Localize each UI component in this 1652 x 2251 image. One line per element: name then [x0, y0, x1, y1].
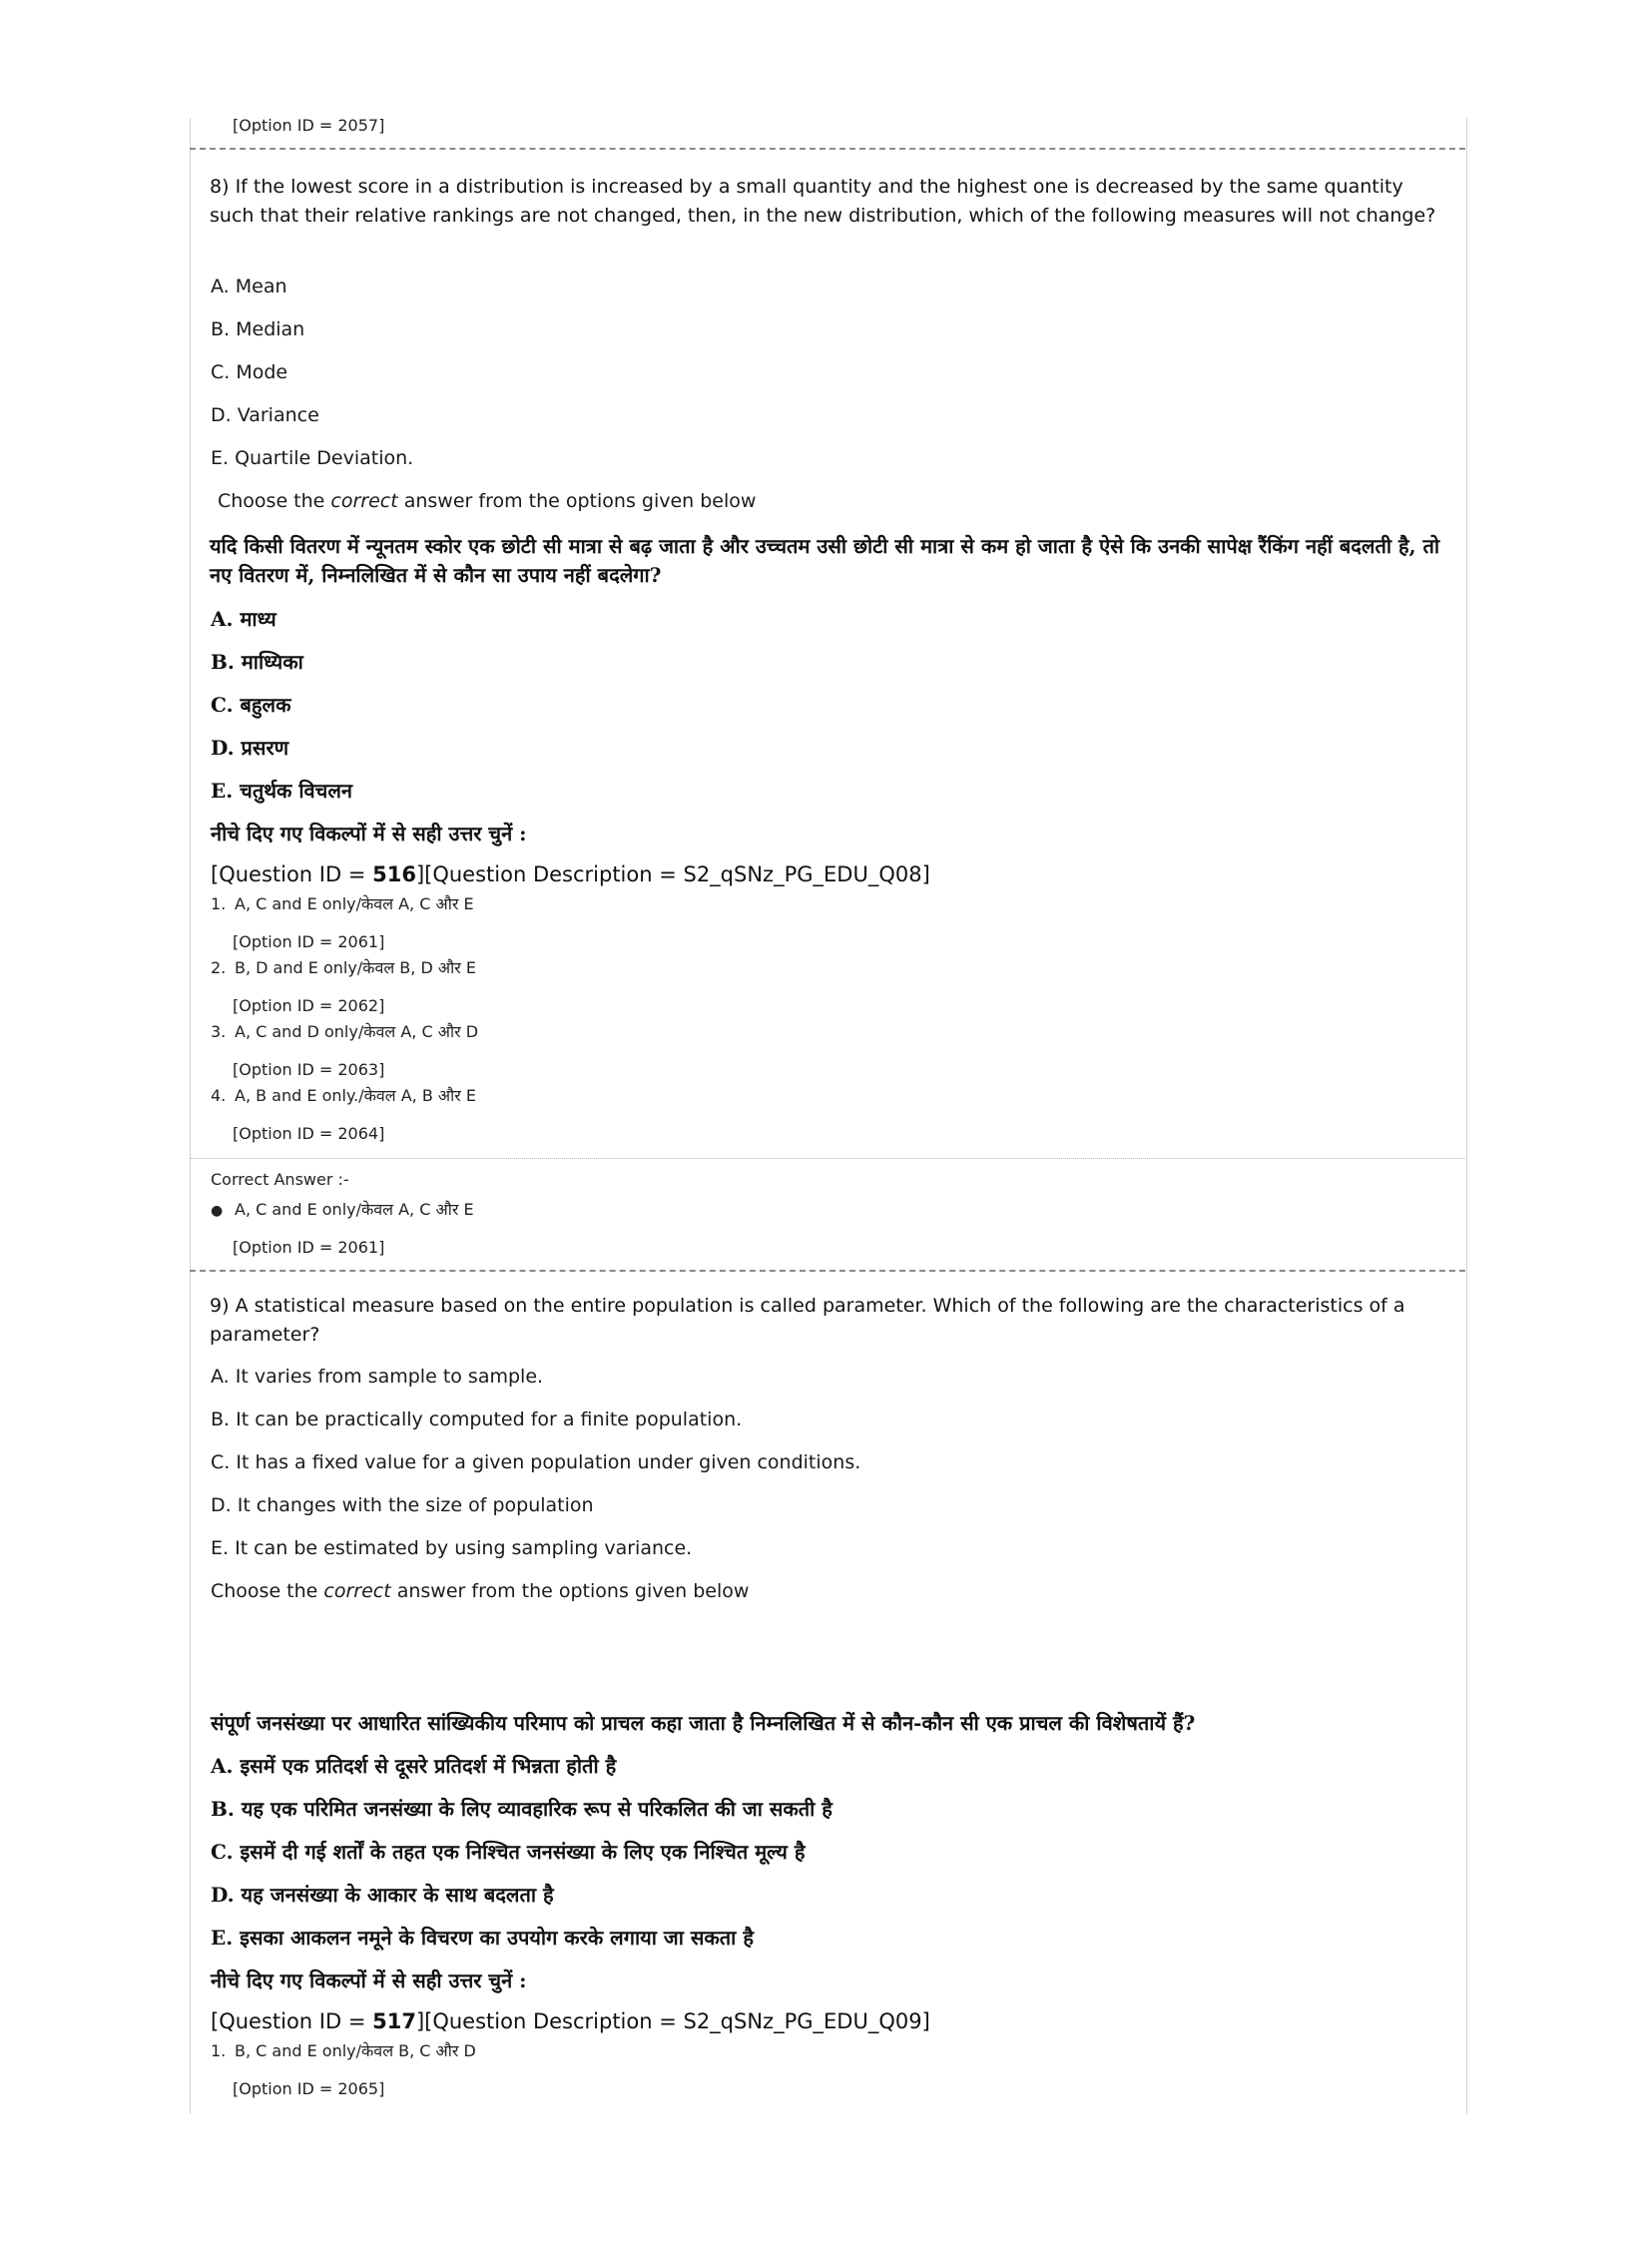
correct-option-id: [Option ID = 2061]	[233, 1238, 385, 1257]
option-number: 4.	[211, 1086, 227, 1105]
q8-statement-b: B. Median	[211, 318, 305, 340]
q8-option-3-id: [Option ID = 2063]	[233, 1060, 385, 1079]
q8-question-id	[211, 862, 930, 886]
q8-option-1-id: [Option ID = 2061]	[233, 932, 385, 951]
q9-statement-c: C. It has a fixed value for a given population under given conditions.	[211, 1451, 861, 1473]
q9-choose-em: correct	[323, 1580, 391, 1602]
q9-choose-suffix: answer from the options given below	[390, 1580, 750, 1602]
q8-choose-prefix: Choose the	[218, 490, 331, 512]
q9-qid-value: 517	[372, 2009, 416, 2033]
bullet-icon: ●	[211, 1203, 224, 1219]
correct-answer-text: A, C and E only/केवल A, C और E	[235, 1200, 474, 1219]
q9-qid-prefix: [Question ID =	[211, 2009, 373, 2033]
option-text: A, C and E only/केवल A, C और E	[235, 894, 474, 913]
q8-choose-instruction	[218, 490, 756, 512]
option-number: 1.	[211, 894, 227, 913]
q8-hindi-statement-d: D. प्रसरण	[211, 736, 289, 760]
q9-qid-desc: ][Question Description = S2_qSNz_PG_EDU_Q09]	[415, 2009, 930, 2033]
correct-answer-label: Correct Answer :-	[211, 1170, 349, 1189]
q9-statement-d: D. It changes with the size of population	[211, 1494, 594, 1516]
q8-statement-d: D. Variance	[211, 404, 319, 426]
q9-hindi-question: संपूर्ण जनसंख्या पर आधारित सांख्यिकीय परिमाप को प्राचल कहा जाता है निम्नलिखित में से कौन-कौन सी एक प्राचल की विशेषतायें हैं?	[211, 1711, 1196, 1735]
q9-hindi-statement-a: A. इसमें एक प्रतिदर्श से दूसरे प्रतिदर्श में भिन्नता होती है	[211, 1754, 617, 1778]
q9-option-1[interactable]	[211, 2039, 476, 2061]
q9-choose-prefix: Choose the	[211, 1580, 324, 1602]
q8-option-4-id: [Option ID = 2064]	[233, 1124, 385, 1143]
option-number: 3.	[211, 1022, 227, 1041]
q8-statement-c: C. Mode	[211, 361, 288, 383]
q8-hindi-choose: नीचे दिए गए विकल्पों में से सही उत्तर चुनें :	[211, 822, 527, 845]
q9-hindi-statement-c: C. इसमें दी गई शर्तों के तहत एक निश्चित जनसंख्या के लिए एक निश्चित मूल्य है	[211, 1840, 806, 1864]
q9-statement-b: B. It can be practically computed for a finite population.	[211, 1408, 743, 1430]
q8-qid-desc: ][Question Description = S2_qSNz_PG_EDU_Q08]	[415, 862, 930, 886]
option-number: 2.	[211, 958, 227, 977]
answer-divider	[190, 1158, 1465, 1159]
q9-hindi-statement-d: D. यह जनसंख्या के आकार के साथ बदलता है	[211, 1883, 554, 1907]
q9-statement-a: A. It varies from sample to sample.	[211, 1366, 544, 1388]
q8-statement-e: E. Quartile Deviation.	[211, 447, 414, 469]
q9-option-1-id: [Option ID = 2065]	[233, 2079, 385, 2098]
question-separator	[190, 1270, 1465, 1272]
q8-option-2[interactable]	[211, 956, 476, 978]
q8-text	[210, 173, 1452, 231]
option-text: A, C and D only/केवल A, C और D	[235, 1022, 479, 1041]
q9-number: 9)	[210, 1295, 230, 1317]
q9-text	[210, 1292, 1452, 1350]
q8-qid-value: 516	[372, 862, 416, 886]
q9-question: A statistical measure based on the entire population is called parameter. Which of the following are the characteristics of a parameter?	[210, 1295, 1405, 1346]
option-number: 1.	[211, 2041, 227, 2060]
q9-choose-instruction	[211, 1580, 749, 1602]
q8-question: If the lowest score in a distribution is increased by a small quantity and the highest one is decreased by the same quantity such that their relative rankings are not changed, then, in the new distribution, which of the following measures will not change?	[210, 176, 1436, 227]
q9-hindi-statement-e: E. इसका आकलन नमूने के विचरण का उपयोग करके लगाया जा सकता है	[211, 1926, 754, 1950]
q8-statement-a: A. Mean	[211, 276, 287, 297]
option-text: A, B and E only./केवल A, B और E	[235, 1086, 477, 1105]
q8-hindi-question: यदि किसी वितरण में न्यूनतम स्कोर एक छोटी सी मात्रा से बढ़ जाता है और उच्चतम उसी छोटी सी मात्रा से कम हो जाता है ऐसे कि उनकी सापेक्ष रैंकिंग नहीं बदलती है, तो नए वितरण में, निम्नलिखित में से कौन सा उपाय नहीं बदलेगा?	[210, 534, 1440, 587]
q8-hindi-statement-e: E. चतुर्थक विचलन	[211, 779, 353, 803]
q8-choose-em: correct	[330, 490, 398, 512]
q8-hindi-statement-c: C. बहुलक	[211, 693, 291, 717]
q9-question-id	[211, 2009, 930, 2033]
q8-hindi-statement-b: B. माध्यिका	[211, 650, 303, 674]
q8-qid-prefix: [Question ID =	[211, 862, 373, 886]
q9-statement-e: E. It can be estimated by using sampling variance.	[211, 1537, 693, 1559]
correct-answer	[211, 1198, 474, 1220]
question-separator	[190, 148, 1465, 150]
q8-option-4[interactable]	[211, 1084, 476, 1106]
prev-option-id: [Option ID = 2057]	[233, 116, 385, 135]
q8-number: 8)	[210, 176, 230, 198]
option-text: B, C and E only/केवल B, C और D	[235, 2041, 476, 2060]
option-text: B, D and E only/केवल B, D और E	[235, 958, 476, 977]
q8-option-3[interactable]	[211, 1020, 478, 1042]
q9-hindi-choose: नीचे दिए गए विकल्पों में से सही उत्तर चुनें :	[211, 1969, 527, 1992]
q8-option-1[interactable]	[211, 892, 474, 914]
q8-choose-suffix: answer from the options given below	[397, 490, 757, 512]
q9-hindi-statement-b: B. यह एक परिमित जनसंख्या के लिए व्यावहारिक रूप से परिकलित की जा सकती है	[211, 1797, 832, 1821]
q8-option-2-id: [Option ID = 2062]	[233, 996, 385, 1015]
q8-hindi-statement-a: A. माध्य	[211, 607, 276, 631]
